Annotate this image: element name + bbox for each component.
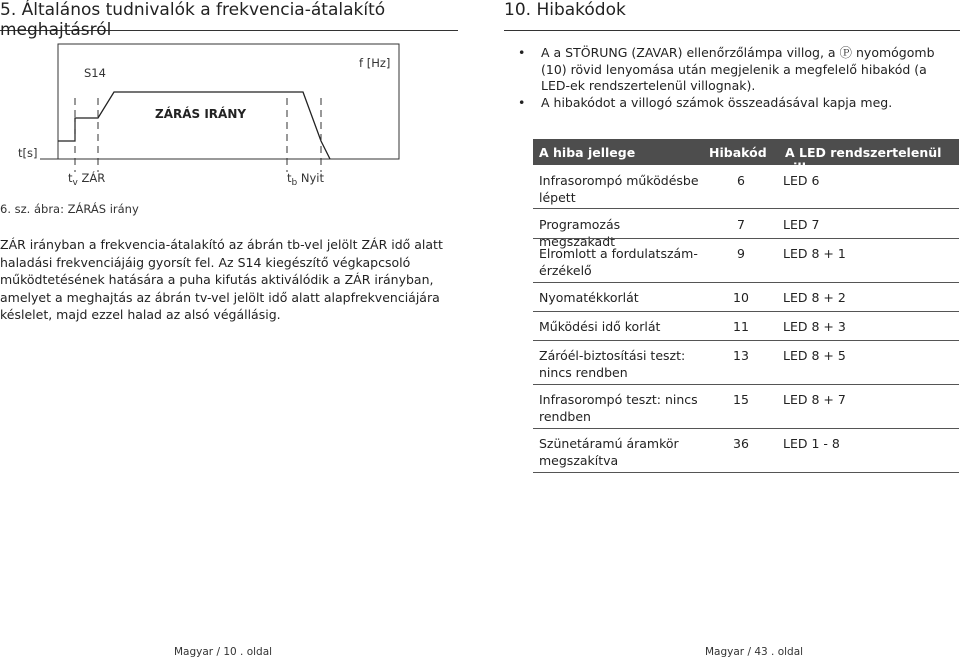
list-item: • A hibakódot a villogó számok összeadásával kapja meg. (518, 95, 948, 112)
row-divider (533, 282, 959, 283)
left-paragraph: ZÁR irányban a frekvencia-átalakító az ábrán tb-vel jelölt ZÁR idő alatt haladási frekvenciájáig gyorsít fel. Az S14 kiegészítő végkapcsoló működtetésének hatására a puha kifutás aktiválódik a ZÁR irányban, amelyet a meghajtás az ábrán tv-vel jelölt idő alatt alapfrekvenciájára késlelet, majd ezzel halad az alsó végállásig. (0, 237, 443, 322)
row-divider (533, 340, 959, 341)
row-divider (533, 384, 959, 385)
time-axis-label: t[s] (18, 146, 38, 160)
led-cell: LED 1 - 8 (783, 436, 840, 451)
fault-cell: Infrasorompó teszt: nincs rendben (539, 392, 698, 424)
fault-cell: Elromlott a fordulatszám-érzékelő (539, 246, 698, 278)
tb-label: $t_b$ Nyit (287, 171, 325, 188)
tv-label: $t_v$ ZÁR (68, 171, 106, 188)
code-cell: 6 (737, 173, 745, 188)
instructions-list (518, 45, 948, 111)
code-cell: 36 (733, 436, 749, 451)
column-header-led: A LED rendszertelenül villog (785, 145, 942, 175)
fault-cell: Záróél-biztosítási teszt: nincs rendben (539, 348, 686, 380)
column-header-fault: A hiba jellege (539, 145, 636, 160)
right-footer: Magyar / 43 . oldal (705, 646, 804, 658)
direction-label: ZÁRÁS IRÁNY (155, 107, 247, 121)
code-cell: 11 (733, 319, 749, 334)
left-page-heading: 5. Általános tudnivalók a frekvencia-átalakító meghajtásról (0, 0, 458, 31)
row-divider (533, 472, 959, 473)
led-cell: LED 8 + 1 (783, 246, 846, 261)
right-page-heading: 10. Hibakódok (504, 0, 960, 31)
fault-cell: Programozás megszakadt (539, 217, 621, 249)
code-cell: 7 (737, 217, 745, 232)
fhz-label: f [Hz] (359, 56, 391, 70)
code-cell: 10 (733, 290, 749, 305)
fault-cell: Szünetáramú áramkör megszakítva (539, 436, 679, 468)
frequency-curve (58, 92, 330, 159)
led-cell: LED 8 + 7 (783, 392, 846, 407)
row-divider (533, 428, 959, 429)
fault-cell: Működési idő korlát (539, 319, 661, 334)
led-cell: LED 8 + 2 (783, 290, 846, 305)
error-table-header (533, 139, 959, 175)
led-cell: LED 7 (783, 217, 820, 232)
led-cell: LED 6 (783, 173, 820, 188)
list-item: • A a STÖRUNG (ZAVAR) ellenőrzőlámpa villog, a Ⓟ nyomógomb (10) rövid lenyomása után megjelenik a megfelelő hibakód (a LED-ek rendszertelenül villognak). (518, 45, 948, 95)
s14-label: S14 (84, 66, 106, 80)
figure-caption: 6. sz. ábra: ZÁRÁS irány (0, 202, 139, 216)
code-cell: 13 (733, 348, 749, 363)
led-cell: LED 8 + 3 (783, 319, 846, 334)
column-header-code: Hibakód (709, 145, 767, 160)
fault-cell: Infrasorompó működésbe lépett (539, 173, 699, 205)
closing-direction-diagram (0, 40, 460, 200)
led-cell: LED 8 + 5 (783, 348, 846, 363)
fault-cell: Nyomatékkorlát (539, 290, 639, 305)
row-divider (533, 311, 959, 312)
row-divider (533, 208, 959, 209)
code-cell: 15 (733, 392, 749, 407)
code-cell: 9 (737, 246, 745, 261)
left-footer: Magyar / 10 . oldal (174, 646, 273, 658)
row-divider (533, 238, 959, 239)
diagram-frame (58, 44, 399, 159)
